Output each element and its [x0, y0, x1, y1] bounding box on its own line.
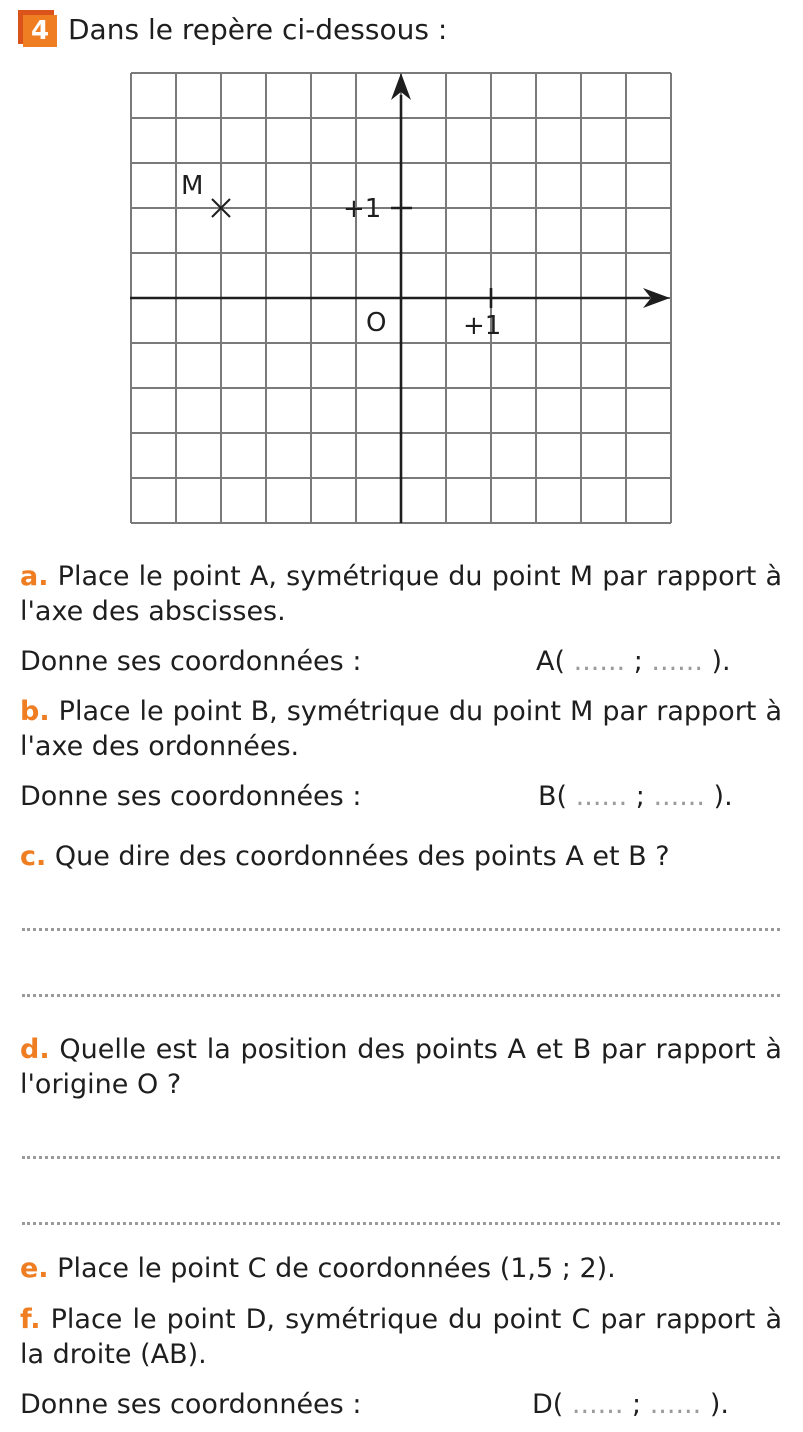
coord-prompt-f: Donne ses coordonnées :: [20, 1389, 362, 1420]
answer-line-d-2[interactable]: [22, 1222, 780, 1225]
coord-point-b: B(: [538, 781, 568, 812]
question-a: [20, 559, 782, 629]
question-f: [20, 1302, 782, 1372]
coord-sep-f: ;: [632, 1389, 642, 1420]
question-b: [20, 694, 782, 764]
coord-answer-a: [536, 644, 731, 679]
y-unit-label: +1: [343, 194, 382, 224]
question-b-label: b.: [20, 696, 50, 727]
coord-close-b: ).: [713, 781, 733, 812]
exercise-number-badge: [18, 10, 60, 50]
answer-line-d-1[interactable]: [22, 1156, 780, 1159]
coord-blank-b-y[interactable]: ......: [653, 781, 705, 812]
coord-close-a: ).: [711, 646, 731, 677]
coord-prompt-a: Donne ses coordonnées :: [20, 646, 362, 677]
coord-blank-f-y[interactable]: ......: [649, 1389, 702, 1420]
coord-close-f: ).: [709, 1389, 729, 1420]
question-a-coord-row: [20, 644, 782, 679]
question-f-label: f.: [20, 1304, 41, 1335]
question-a-text: Place le point A, symétrique du point M par rapport à l'axe des abscisses.: [20, 561, 782, 627]
exercise-header: [18, 10, 447, 50]
coord-point-a: A(: [536, 646, 566, 677]
x-unit-label: +1: [463, 311, 502, 341]
answer-line-c-2[interactable]: [22, 994, 780, 997]
coord-answer-b: [538, 779, 733, 814]
question-e: [20, 1251, 782, 1286]
question-c-label: c.: [20, 841, 47, 872]
question-f-text: Place le point D, symétrique du point C par rapport à la droite (AB).: [20, 1304, 782, 1370]
exercise-title: Dans le repère ci-dessous :: [68, 13, 448, 46]
coord-point-f: D(: [532, 1389, 564, 1420]
point-m-label: M: [181, 171, 204, 201]
question-a-label: a.: [20, 561, 49, 592]
question-d: [20, 1032, 782, 1102]
coord-sep-b: ;: [635, 781, 645, 812]
coord-blank-a-x[interactable]: ......: [573, 646, 626, 677]
coord-answer-f: [532, 1387, 729, 1422]
question-d-label: d.: [20, 1034, 50, 1065]
coord-blank-b-x[interactable]: ......: [575, 781, 628, 812]
exercise-number: 4: [23, 15, 57, 47]
question-c-text: Que dire des coordonnées des points A et B ?: [54, 841, 670, 872]
coord-sep-a: ;: [633, 646, 643, 677]
question-e-label: e.: [20, 1253, 49, 1284]
coordinate-grid: [125, 68, 677, 530]
question-b-text: Place le point B, symétrique du point M par rapport à l'axe des ordonnées.: [20, 696, 782, 762]
coord-prompt-b: Donne ses coordonnées :: [20, 781, 362, 812]
question-e-text: Place le point C de coordonnées (1,5 ; 2).: [57, 1253, 616, 1284]
question-b-coord-row: [20, 779, 782, 814]
question-d-text: Quelle est la position des points A et B par rapport à l'origine O ?: [20, 1034, 782, 1100]
coord-blank-f-x[interactable]: ......: [571, 1389, 624, 1420]
coord-blank-a-y[interactable]: ......: [651, 646, 703, 677]
answer-line-c-1[interactable]: [22, 928, 780, 931]
origin-label: O: [366, 308, 387, 338]
question-f-coord-row: [20, 1387, 782, 1422]
question-c: [20, 839, 782, 874]
